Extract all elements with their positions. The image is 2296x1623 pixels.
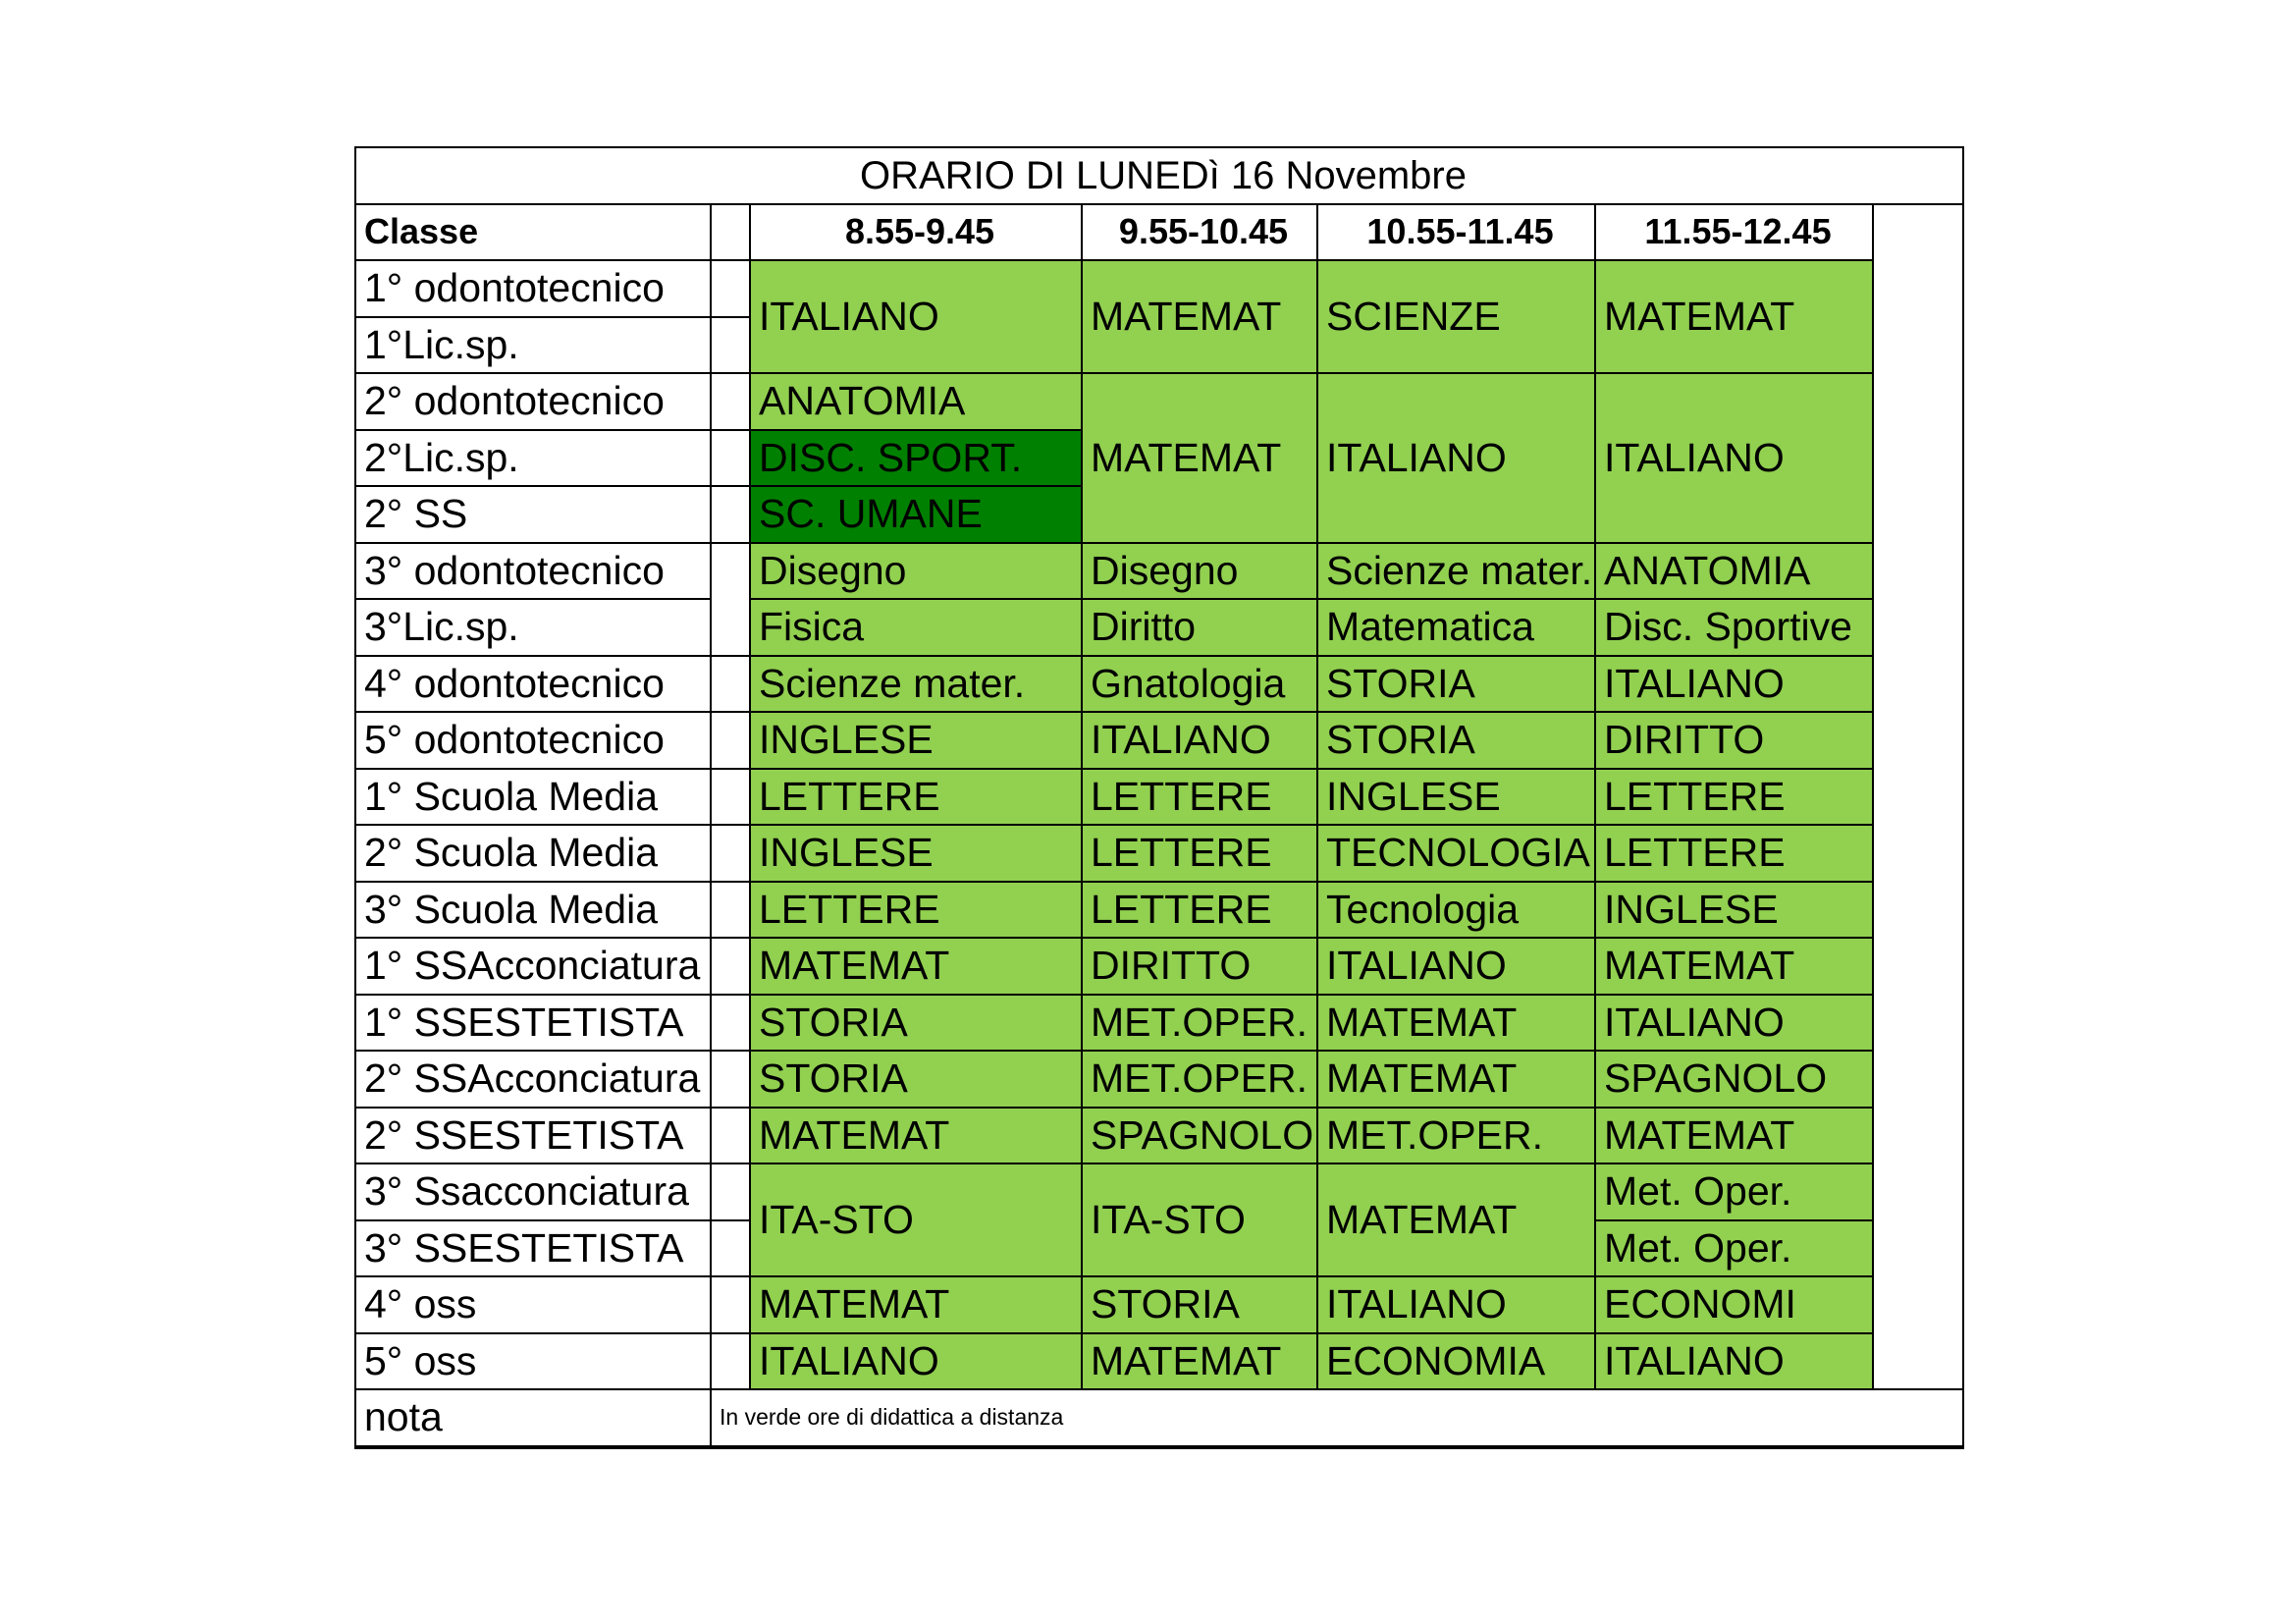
- class-label: 3° SSESTETISTA: [355, 1220, 711, 1277]
- header-row: [355, 204, 1963, 261]
- lesson-cell: LETTERE: [1082, 769, 1317, 826]
- blank-cell: [711, 317, 750, 374]
- slot-header-3: 10.55-11.45: [1317, 204, 1595, 261]
- lesson-cell: ANATOMIA: [750, 373, 1082, 430]
- class-label: 1° Scuola Media: [355, 769, 711, 826]
- lesson-cell: ITALIANO: [750, 260, 1082, 373]
- lesson-cell: TECNOLOGIA: [1317, 825, 1595, 882]
- blank-cell: [711, 995, 750, 1052]
- blank-cell: [711, 712, 750, 769]
- blank-cell: [711, 373, 750, 430]
- table-row: [355, 712, 1963, 769]
- class-label: 2° odontotecnico: [355, 373, 711, 430]
- class-label: 2° SSAcconciatura: [355, 1051, 711, 1108]
- blank-cell: [711, 430, 750, 487]
- class-label: 1° SSESTETISTA: [355, 995, 711, 1052]
- lesson-cell: ITALIANO: [1317, 1276, 1595, 1333]
- lesson-cell: ITALIANO: [1317, 938, 1595, 995]
- table-row: [355, 1276, 1963, 1333]
- lesson-cell: MATEMAT: [1082, 373, 1317, 543]
- class-label: 3°Lic.sp.: [355, 599, 711, 656]
- blank-cell: [711, 260, 750, 317]
- slot-header-4: 11.55-12.45: [1595, 204, 1873, 261]
- lesson-cell: ECONOMI: [1595, 1276, 1873, 1333]
- blank-cell: [711, 1163, 750, 1220]
- table-row: [355, 995, 1963, 1052]
- blank-cell: [711, 938, 750, 995]
- table-row: [355, 599, 1963, 656]
- lesson-cell: MET.OPER.: [1082, 995, 1317, 1052]
- class-label: 2° SSESTETISTA: [355, 1108, 711, 1164]
- class-label: 1° SSAcconciatura: [355, 938, 711, 995]
- lesson-cell: MATEMAT: [1317, 1163, 1595, 1276]
- blank-column-header: [711, 204, 750, 261]
- lesson-cell: LETTERE: [750, 882, 1082, 939]
- blank-cell: [711, 1108, 750, 1164]
- table-row: [355, 1163, 1963, 1220]
- page-title: ORARIO DI LUNEDì 16 Novembre: [355, 147, 1963, 204]
- blank-cell: [711, 1220, 750, 1277]
- right-margin: [1873, 204, 1963, 1390]
- lesson-cell: Scienze mater.: [1317, 543, 1595, 600]
- lesson-cell: DIRITTO: [1082, 938, 1317, 995]
- class-label: 3° odontotecnico: [355, 543, 711, 600]
- lesson-cell: SCIENZE: [1317, 260, 1595, 373]
- lesson-cell: ITALIANO: [1317, 373, 1595, 543]
- lesson-cell: LETTERE: [1082, 882, 1317, 939]
- table-row: [355, 938, 1963, 995]
- table-row: [355, 1051, 1963, 1108]
- lesson-cell: Tecnologia: [1317, 882, 1595, 939]
- lesson-cell: SPAGNOLO: [1595, 1051, 1873, 1108]
- lesson-cell-dark: DISC. SPORT.: [750, 430, 1082, 487]
- lesson-cell: MATEMAT: [750, 1276, 1082, 1333]
- table-row: [355, 656, 1963, 713]
- lesson-cell: LETTERE: [750, 769, 1082, 826]
- lesson-cell: LETTERE: [1595, 769, 1873, 826]
- lesson-cell: Diritto: [1082, 599, 1317, 656]
- class-label: 3° Ssacconciatura: [355, 1163, 711, 1220]
- lesson-cell: Met. Oper.: [1595, 1220, 1873, 1277]
- class-label: 4° odontotecnico: [355, 656, 711, 713]
- blank-cell: [711, 486, 750, 543]
- lesson-cell: MATEMAT: [750, 1108, 1082, 1164]
- lesson-cell: STORIA: [750, 1051, 1082, 1108]
- table-row: [355, 1333, 1963, 1390]
- table-row: [355, 882, 1963, 939]
- class-label: 1°Lic.sp.: [355, 317, 711, 374]
- table-row: [355, 1108, 1963, 1164]
- table-row: [355, 769, 1963, 826]
- lesson-cell: ITA-STO: [750, 1163, 1082, 1276]
- lesson-cell: MATEMAT: [1595, 1108, 1873, 1164]
- class-label: 2°Lic.sp.: [355, 430, 711, 487]
- lesson-cell: MET.OPER.: [1082, 1051, 1317, 1108]
- lesson-cell: ITALIANO: [1595, 656, 1873, 713]
- table-row: [355, 260, 1963, 317]
- lesson-cell: MATEMAT: [1595, 938, 1873, 995]
- lesson-cell: STORIA: [1317, 656, 1595, 713]
- table-row: [355, 825, 1963, 882]
- nota-row: [355, 1389, 1963, 1447]
- lesson-cell: Met. Oper.: [1595, 1163, 1873, 1220]
- lesson-cell: Matematica: [1317, 599, 1595, 656]
- schedule-table: [354, 146, 1964, 1449]
- lesson-cell: MATEMAT: [1082, 260, 1317, 373]
- nota-label: nota: [355, 1389, 711, 1447]
- lesson-cell: MET.OPER.: [1317, 1108, 1595, 1164]
- lesson-cell: MATEMAT: [1317, 995, 1595, 1052]
- lesson-cell: MATEMAT: [1317, 1051, 1595, 1108]
- lesson-cell: DIRITTO: [1595, 712, 1873, 769]
- lesson-cell: Disegno: [1082, 543, 1317, 600]
- class-label: 5° oss: [355, 1333, 711, 1390]
- lesson-cell: INGLESE: [750, 825, 1082, 882]
- lesson-cell: ITALIANO: [1082, 712, 1317, 769]
- lesson-cell: MATEMAT: [1595, 260, 1873, 373]
- slot-header-1: 8.55-9.45: [750, 204, 1082, 261]
- class-label: 4° oss: [355, 1276, 711, 1333]
- nota-text: In verde ore di didattica a distanza: [711, 1389, 1963, 1447]
- lesson-cell: ITALIANO: [1595, 373, 1873, 543]
- lesson-cell: LETTERE: [1595, 825, 1873, 882]
- lesson-cell: Fisica: [750, 599, 1082, 656]
- blank-cell: [711, 825, 750, 882]
- lesson-cell: Scienze mater.: [750, 656, 1082, 713]
- class-label: 3° Scuola Media: [355, 882, 711, 939]
- lesson-cell: ECONOMIA: [1317, 1333, 1595, 1390]
- lesson-cell-dark: SC. UMANE: [750, 486, 1082, 543]
- lesson-cell: STORIA: [750, 995, 1082, 1052]
- lesson-cell: ITALIANO: [750, 1333, 1082, 1390]
- classe-header: Classe: [355, 204, 711, 261]
- lesson-cell: STORIA: [1082, 1276, 1317, 1333]
- lesson-cell: Disegno: [750, 543, 1082, 600]
- class-label: 2° Scuola Media: [355, 825, 711, 882]
- blank-cell: [711, 769, 750, 826]
- blank-cell: [711, 656, 750, 713]
- schedule-sheet: [354, 146, 1964, 1449]
- lesson-cell: Disc. Sportive: [1595, 599, 1873, 656]
- blank-cell: [711, 882, 750, 939]
- blank-cell: [711, 1333, 750, 1390]
- lesson-cell: INGLESE: [1317, 769, 1595, 826]
- lesson-cell: LETTERE: [1082, 825, 1317, 882]
- lesson-cell: MATEMAT: [1082, 1333, 1317, 1390]
- lesson-cell: ITALIANO: [1595, 995, 1873, 1052]
- lesson-cell: ANATOMIA: [1595, 543, 1873, 600]
- blank-cell: [711, 1051, 750, 1108]
- lesson-cell: Gnatologia: [1082, 656, 1317, 713]
- lesson-cell: MATEMAT: [750, 938, 1082, 995]
- blank-cell: [711, 543, 750, 656]
- lesson-cell: SPAGNOLO: [1082, 1108, 1317, 1164]
- class-label: 1° odontotecnico: [355, 260, 711, 317]
- class-label: 5° odontotecnico: [355, 712, 711, 769]
- lesson-cell: STORIA: [1317, 712, 1595, 769]
- table-row: [355, 543, 1963, 600]
- lesson-cell: ITALIANO: [1595, 1333, 1873, 1390]
- table-row: [355, 373, 1963, 430]
- blank-cell: [711, 1276, 750, 1333]
- lesson-cell: ITA-STO: [1082, 1163, 1317, 1276]
- lesson-cell: INGLESE: [1595, 882, 1873, 939]
- lesson-cell: INGLESE: [750, 712, 1082, 769]
- slot-header-2: 9.55-10.45: [1082, 204, 1317, 261]
- class-label: 2° SS: [355, 486, 711, 543]
